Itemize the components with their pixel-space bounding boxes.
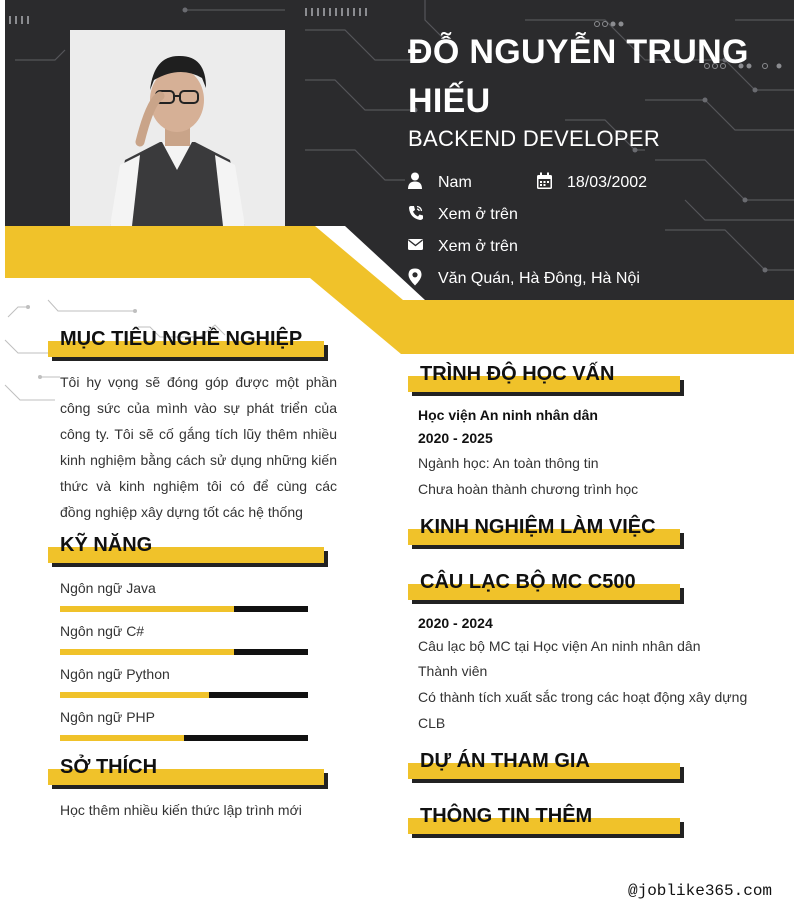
experience-title: KINH NGHIỆM LÀM VIỆC xyxy=(420,516,656,538)
skill-bar-fill xyxy=(60,735,184,741)
education-status: Chưa hoàn thành chương trình học xyxy=(418,481,639,497)
experience-heading xyxy=(408,516,680,546)
full-name: ĐỖ NGUYỄN TRUNG HIẾU xyxy=(408,33,749,120)
club-line: Câu lạc bộ MC tại Học viện An ninh nhân dân xyxy=(418,638,701,654)
skill-bar xyxy=(60,735,308,741)
gender-row xyxy=(408,172,528,192)
skill-name: Ngôn ngữ Java xyxy=(60,580,156,596)
phone-icon xyxy=(408,204,424,222)
avatar-portrait xyxy=(70,30,285,226)
email-row xyxy=(408,236,608,256)
profile-photo xyxy=(70,30,285,226)
skill-bar-fill xyxy=(60,606,234,612)
skill-bar xyxy=(60,649,308,655)
hobbies-title: SỞ THÍCH xyxy=(60,756,158,778)
projects-title: DỰ ÁN THAM GIA xyxy=(420,750,590,772)
envelope-icon xyxy=(408,236,424,254)
skill-name: Ngôn ngữ Python xyxy=(60,666,170,682)
address-value: Văn Quán, Hà Đông, Hà Nội xyxy=(438,270,640,287)
skill-name: Ngôn ngữ C# xyxy=(60,623,145,639)
skill-item xyxy=(60,709,308,725)
objective-text: Tôi hy vọng sẽ đóng góp được một phần công sức của mình vào sự phát triển của công ty. Tôi sẽ cố gắng tích lũy thêm nhiều kinh nghiệm bằng cách sử dụng những kiến thức và kinh nghiệm tôi có để cùng các đồng nghiệp xây dựng tốt các hệ thống xyxy=(60,374,337,520)
school-name: Học viện An ninh nhân dân xyxy=(418,407,598,423)
skill-bar-fill xyxy=(60,649,234,655)
club-period: 2020 - 2024 xyxy=(418,615,493,631)
email-value: Xem ở trên xyxy=(438,238,518,255)
calendar-icon xyxy=(537,172,553,190)
job-title: BACKEND DEVELOPER xyxy=(408,126,661,151)
skills-title: KỸ NĂNG xyxy=(60,534,153,556)
skill-bar-fill xyxy=(60,692,209,698)
skill-bar xyxy=(60,692,308,698)
education-title: TRÌNH ĐỘ HỌC VẤN xyxy=(420,363,615,385)
watermark: @joblike365.com xyxy=(628,882,773,900)
club-role: Thành viên xyxy=(418,663,488,679)
birthday-row xyxy=(537,172,677,192)
birthday-value: 18/03/2002 xyxy=(567,174,648,191)
club-achievement: Có thành tích xuất sắc trong các hoạt động xây dựng xyxy=(418,689,748,705)
hobbies-text: Học thêm nhiều kiến thức lập trình mới xyxy=(60,802,302,818)
projects-heading xyxy=(408,750,680,780)
more-info-heading xyxy=(408,805,680,835)
skill-item xyxy=(60,623,308,639)
education-heading xyxy=(408,363,680,393)
address-row xyxy=(408,268,668,288)
club-achievement-cont: CLB xyxy=(418,715,446,731)
more-info-title: THÔNG TIN THÊM xyxy=(420,805,593,827)
education-major: Ngành học: An toàn thông tin xyxy=(418,455,599,471)
skills-heading xyxy=(48,534,324,564)
skill-item xyxy=(60,666,308,682)
user-icon xyxy=(408,172,424,190)
skill-name: Ngôn ngữ PHP xyxy=(60,709,155,725)
map-pin-icon xyxy=(408,268,424,286)
skill-bar xyxy=(60,606,308,612)
phone-value: Xem ở trên xyxy=(438,206,518,223)
objective-heading xyxy=(48,328,324,358)
gender-value: Nam xyxy=(438,174,472,191)
club-heading xyxy=(408,571,680,601)
club-title: CÂU LẠC BỘ MC C500 xyxy=(420,571,636,593)
skill-item xyxy=(60,580,308,596)
phone-row xyxy=(408,204,608,224)
education-period: 2020 - 2025 xyxy=(418,430,493,446)
hobbies-heading xyxy=(48,756,324,786)
objective-title: MỤC TIÊU NGHỀ NGHIỆP xyxy=(60,328,303,350)
